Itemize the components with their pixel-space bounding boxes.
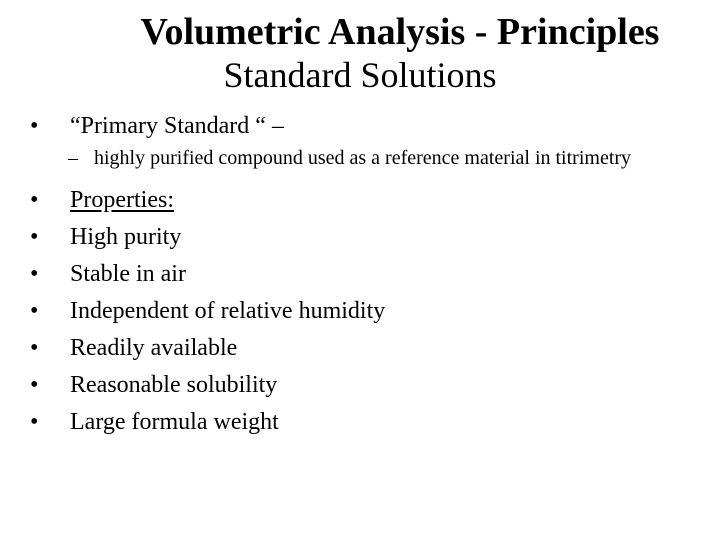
bullet-primary-standard xyxy=(30,108,710,145)
bullet-icon: • xyxy=(30,298,39,324)
property-item: Large formula weight xyxy=(70,409,279,435)
list-item xyxy=(30,293,710,330)
bullet-icon: • xyxy=(30,409,39,435)
bullet-list xyxy=(30,108,710,441)
title-block xyxy=(0,10,720,96)
sub-bullet-definition xyxy=(68,147,710,170)
property-item: Reasonable solubility xyxy=(70,372,278,398)
slide-subtitle: Standard Solutions xyxy=(223,55,497,95)
property-item: Readily available xyxy=(70,335,238,361)
bullet-icon: • xyxy=(30,261,39,287)
list-item xyxy=(30,404,710,441)
primary-standard-label: “Primary Standard “ – xyxy=(70,113,284,139)
list-item xyxy=(30,367,710,404)
list-item xyxy=(30,330,710,367)
list-item xyxy=(30,256,710,293)
dash-icon: – xyxy=(68,147,78,169)
bullet-icon: • xyxy=(30,335,39,361)
bullet-icon: • xyxy=(30,187,39,213)
list-item xyxy=(30,219,710,256)
bullet-properties-heading xyxy=(30,182,710,219)
primary-standard-definition: highly purified compound used as a reference material in titrimetry xyxy=(94,147,632,169)
property-item: Independent of relative humidity xyxy=(70,298,386,324)
slide-title: Volumetric Analysis - Principles xyxy=(140,11,660,53)
property-item: Stable in air xyxy=(70,261,186,287)
bullet-icon: • xyxy=(30,113,39,139)
properties-heading: Properties: xyxy=(70,187,174,213)
bullet-icon: • xyxy=(30,224,39,250)
bullet-icon: • xyxy=(30,372,39,398)
property-item: High purity xyxy=(70,224,182,250)
